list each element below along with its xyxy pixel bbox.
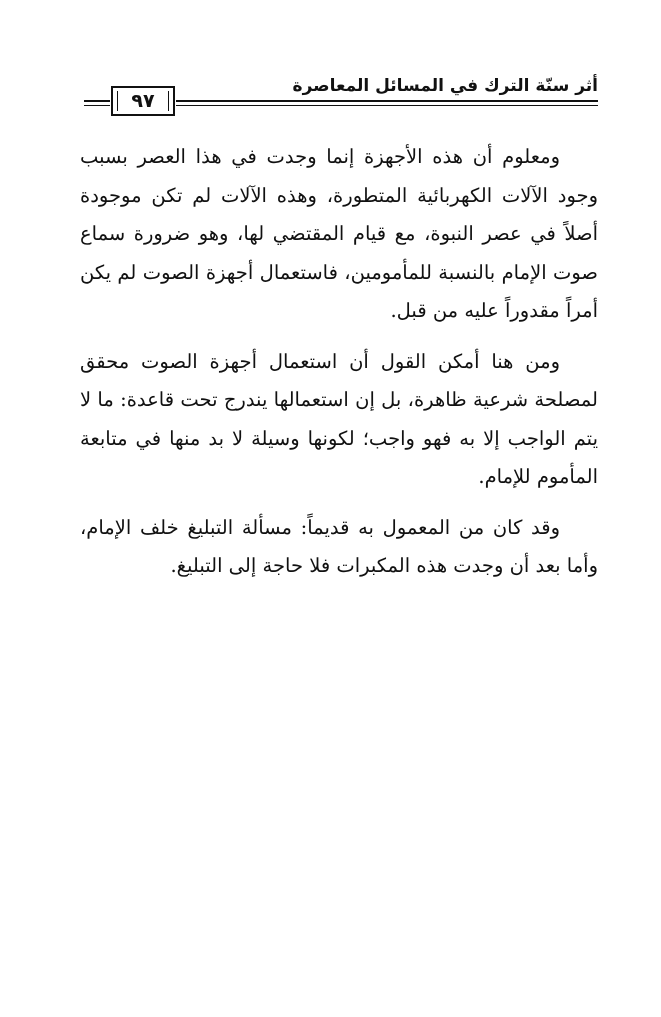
header-rule-left-thin <box>84 105 110 106</box>
paragraph-2: ومن هنا أمكن القول أن استعمال أجهزة الصوت محقق لمصلحة شرعية ظاهرة، بل إن استعمالها يندرج تحت قاعدة: ما لا يتم الواجب إلا به فهو واجب؛ لكونها وسيلة لا بد منها في متابعة المأموم للإمام. <box>80 349 598 488</box>
paragraph-1: ومعلوم أن هذه الأجهزة إنما وجدت في هذا العصر بسبب وجود الآلات الكهربائية المتطورة، وهذه الآلات لم تكن موجودة أصلاً في عصر النبوة، مع قيام المقتضي لها، وهو ضرورة سماع صوت الإمام بالنسبة للمأمومين، فاستعمال أجهزة الصوت لم يكن أمراً مقدوراً عليه من قبل. <box>80 145 598 322</box>
running-header <box>84 70 598 120</box>
running-title: أثر سنّة الترك في المسائل المعاصرة <box>292 76 598 96</box>
header-rule-thick <box>176 100 598 102</box>
paragraph-3: وقد كان من المعمول به قديماً: مسألة التبليغ خلف الإمام، وأما بعد أن وجدت هذه المكبرات فلا حاجة إلى التبليغ. <box>80 515 598 577</box>
header-rule-left-thick <box>84 100 110 102</box>
page-number: ٩٧ <box>131 89 155 112</box>
body-text <box>80 138 598 598</box>
header-rule-thin <box>176 105 598 106</box>
page-number-box <box>111 86 175 116</box>
